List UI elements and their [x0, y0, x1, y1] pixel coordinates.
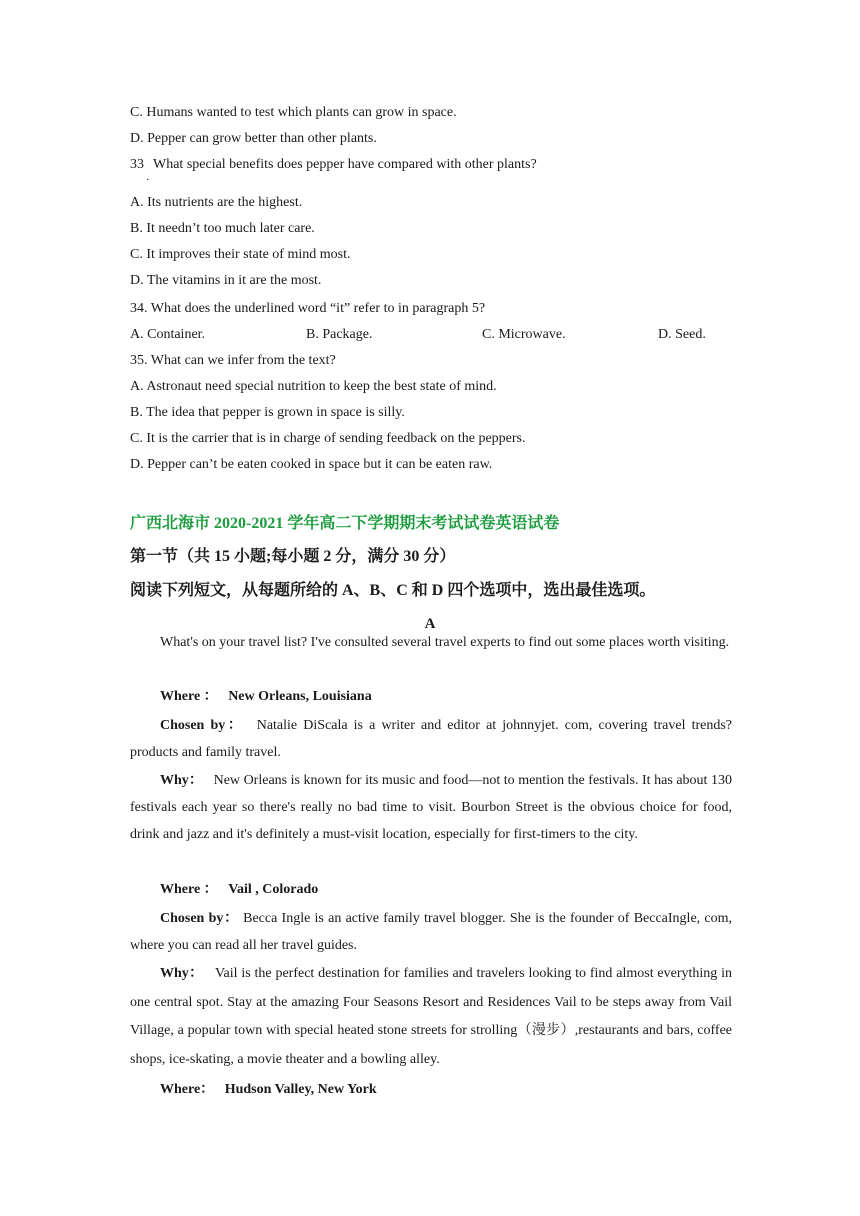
entry2-why-label: Why： [160, 966, 204, 981]
entry2-chosen-label: Chosen by： [160, 911, 239, 926]
q35-option-b: B. The idea that pepper is grown in space is silly. [130, 405, 405, 420]
q33-stem [130, 156, 537, 174]
q35-stem: 35. What can we infer from the text? [130, 353, 336, 368]
entry3-where-value: Hudson Valley, New York [224, 1082, 377, 1097]
q33-number: 33 [130, 157, 144, 172]
q34-options [130, 326, 730, 344]
q35-option-c: C. It is the carrier that is in charge of sending feedback on the peppers. [130, 431, 526, 446]
entry2-where-value: Vail , Colorado [228, 882, 319, 897]
q33-option-d: D. The vitamins in it are the most. [130, 273, 322, 288]
entry3-where-label: Where： [160, 1082, 215, 1097]
entry2-chosen [130, 905, 732, 959]
q34-option-a: A. Container. [130, 327, 206, 342]
q35-option-a: A. Astronaut need special nutrition to keep the best state of mind. [130, 379, 497, 394]
q32-option-c: C. Humans wanted to test which plants can grow in space. [130, 105, 457, 120]
entry1-where-label: Where ： [160, 689, 218, 704]
entry2-where-label: Where ： [160, 882, 218, 897]
entry2-why-text: Vail is the perfect destination for families and travelers looking to find almost everything in one central spot. Stay at the amazing Four Seasons Resort and Residences Vail to be steps away from Vail Village, a popular town with special heated stone streets for strolling（漫步）,restaurants and bars, coffee shops, ice-skating, a movie theater and a bowling alley. [130, 966, 733, 1067]
entry2-chosen-text: Becca Ingle is an active family travel blogger. She is the founder of BeccaIngle, com, where you can read all her travel guides. [130, 911, 733, 953]
q33-option-a: A. Its nutrients are the highest. [130, 195, 303, 210]
entry1-why-label: Why： [160, 773, 203, 788]
q33-option-c: C. It improves their state of mind most. [130, 247, 351, 262]
section-heading: 第一节（共 15 小题;每小题 2 分，满分 30 分） [130, 548, 456, 565]
entry1-chosen-label: Chosen by： [160, 718, 245, 733]
entry3-where [160, 1081, 377, 1099]
entry1-where [160, 688, 372, 706]
q32-option-d: D. Pepper can grow better than other plants. [130, 131, 377, 146]
q33-stem-text: What special benefits does pepper have compared with other plants? [153, 157, 537, 172]
q35-option-d: D. Pepper can’t be eaten cooked in space but it can be eaten raw. [130, 457, 493, 472]
q33-option-b: B. It needn’t too much later care. [130, 221, 315, 236]
entry1-why [130, 767, 732, 848]
q34-option-b: B. Package. [306, 327, 373, 342]
stray-dot: · [146, 175, 150, 186]
q34-option-c: C. Microwave. [482, 327, 566, 342]
exam-title: 广西北海市 2020-2021 学年高二下学期期末考试试卷英语试卷 [130, 515, 560, 532]
instruction: 阅读下列短文，从每题所给的 A、B、C 和 D 四个选项中，选出最佳选项。 [130, 582, 656, 599]
entry2-why [130, 960, 732, 1074]
entry1-chosen-text: Natalie DiScala is a writer and editor at johnnyjet. com, covering travel trends? products and family travel. [130, 718, 733, 760]
entry1-chosen [130, 712, 732, 766]
passage-letter: A [424, 616, 436, 632]
passage-intro: What's on your travel list? I've consulted several travel experts to find out some places worth visiting. [160, 635, 730, 650]
q34-stem: 34. What does the underlined word “it” refer to in paragraph 5? [130, 301, 486, 316]
entry1-where-value: New Orleans, Louisiana [228, 689, 372, 704]
entry2-where [160, 881, 318, 899]
q34-option-d: D. Seed. [658, 327, 706, 342]
entry1-why-text: New Orleans is known for its music and food—not to mention the festivals. It has about 130 festivals each year so there's really no bad time to visit. Bourbon Street is the obvious choice for food, drink and jazz and it's definitely a must-visit location, especially for first-timers to the city. [130, 773, 732, 842]
